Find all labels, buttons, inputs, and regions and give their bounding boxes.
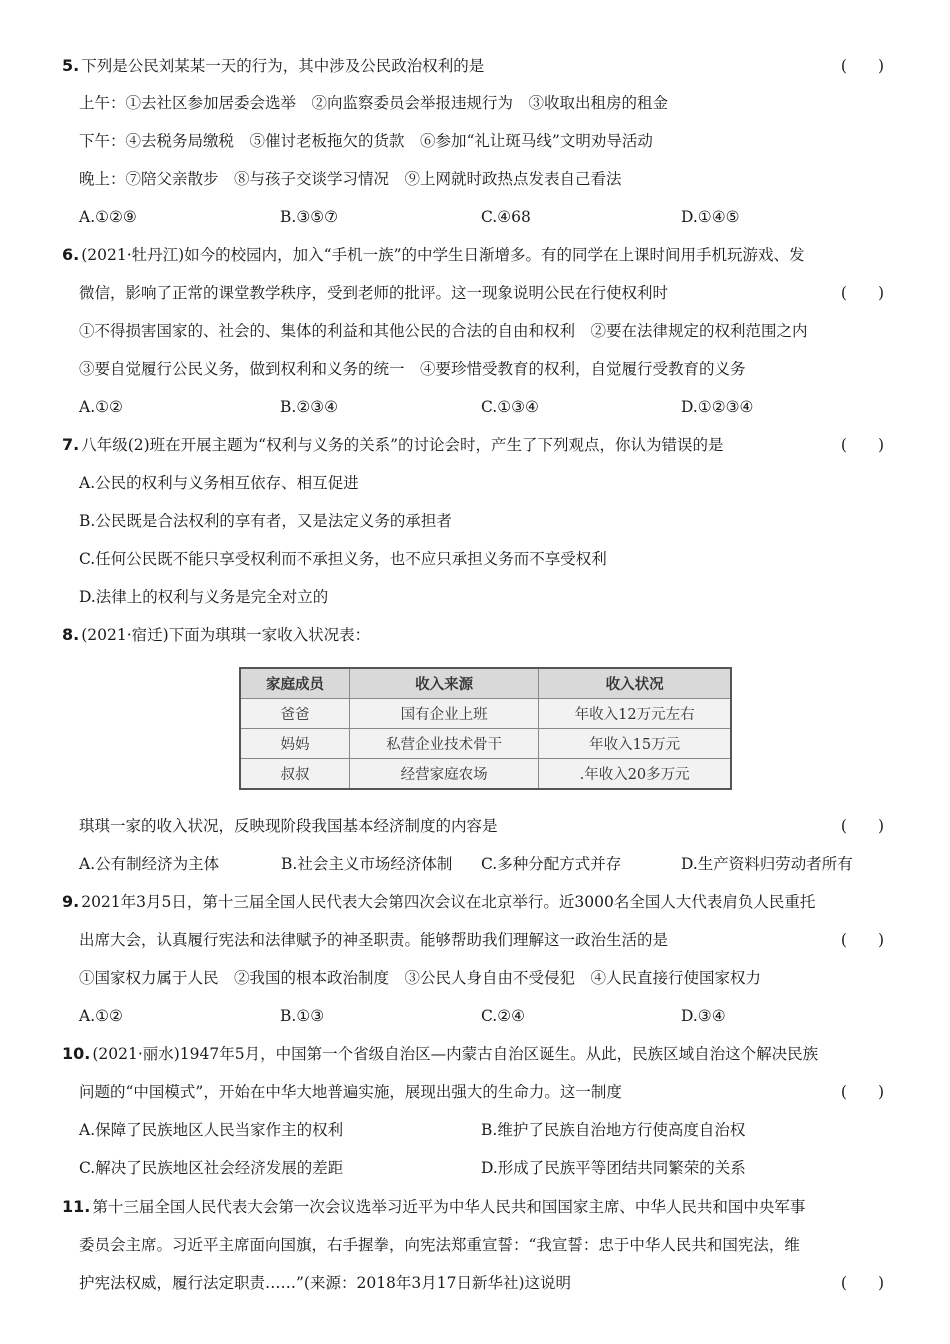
- cell-member: 妈妈: [240, 729, 350, 759]
- cell-member: 叔叔: [240, 759, 350, 790]
- q8-option-d: D.生产资料归劳动者所有: [681, 855, 853, 873]
- q5-number: 5.: [62, 56, 80, 75]
- q5-option-c: C.④68: [481, 208, 531, 226]
- cell-status: 年收入15万元: [539, 729, 731, 759]
- q6-option-c: C.①③④: [481, 398, 539, 416]
- table-row: [240, 729, 731, 759]
- q9-option-d: D.③④: [681, 1007, 726, 1025]
- q6-number: 6.: [62, 245, 80, 264]
- q7-option-b: B.公民既是合法权利的享有者，又是法定义务的承担者: [79, 512, 452, 530]
- q10-option-b: B.维护了民族自治地方行使高度自治权: [481, 1121, 746, 1139]
- table-row: [240, 699, 731, 729]
- q9-answer-paren: ( ): [840, 931, 884, 949]
- q8-option-a: A.公有制经济为主体: [79, 855, 220, 873]
- q7-option-d: D.法律上的权利与义务是完全对立的: [79, 588, 329, 606]
- q9-stem-line2: 出席大会，认真履行宪法和法律赋予的神圣职责。能够帮助我们理解这一政治生活的是: [79, 931, 669, 949]
- cell-source: 私营企业技术骨干: [350, 729, 539, 759]
- q6-option-d: D.①②③④: [681, 398, 754, 416]
- cell-member: 爸爸: [240, 699, 350, 729]
- income-table: [239, 667, 732, 790]
- q10-answer-paren: ( ): [840, 1083, 884, 1101]
- q11-stem-line2: 委员会主席。习近平主席面向国旗，右手握拳，向宪法郑重宣誓：“我宣誓：忠于中华人民共和国宪法，维: [79, 1236, 800, 1254]
- q10-option-c: C.解决了民族地区社会经济发展的差距: [79, 1159, 344, 1177]
- q9-option-c: C.②④: [481, 1007, 526, 1025]
- q10-stem-line2: 问题的“中国模式”，开始在中华大地普遍实施，展现出强大的生命力。这一制度: [79, 1083, 622, 1101]
- cell-source: 经营家庭农场: [350, 759, 539, 790]
- header-source: 收入来源: [350, 668, 539, 699]
- q6-stem-line2: 微信，影响了正常的课堂教学秩序，受到老师的批评。这一现象说明公民在行使权利时: [79, 284, 669, 302]
- q11-answer-paren: ( ): [840, 1274, 884, 1292]
- q10-stem-line1: 10. (2021·丽水)1947年5月，中国第一个省级自治区—内蒙古自治区诞生。从此，民族区域自治这个解决民族: [62, 1044, 819, 1063]
- q5-answer-paren: ( ): [840, 57, 884, 75]
- q6-statement-line2: ③要自觉履行公民义务，做到权利和义务的统一 ④要珍惜受教育的权利，自觉履行受教育的义务: [79, 360, 746, 378]
- q8-answer-paren: ( ): [840, 817, 884, 835]
- q9-option-a: A.①②: [79, 1007, 123, 1025]
- header-status: 收入状况: [539, 668, 731, 699]
- q7-option-c: C.任何公民既不能只享受权利而不承担义务，也不应只承担义务而不享受权利: [79, 550, 607, 568]
- q8-stem: 8. (2021·宿迁)下面为琪琪一家收入状况表：: [62, 625, 371, 644]
- q10-option-d: D.形成了民族平等团结共同繁荣的关系: [481, 1159, 746, 1177]
- q8-option-c: C.多种分配方式并存: [481, 855, 622, 873]
- income-table-header: [240, 668, 731, 699]
- q11-number: 11.: [62, 1197, 91, 1216]
- q8-question: 琪琪一家的收入状况，反映现阶段我国基本经济制度的内容是: [79, 817, 498, 835]
- q6-answer-paren: ( ): [840, 284, 884, 302]
- q5-line-afternoon: 下午：④去税务局缴税 ⑤催讨老板拖欠的货款 ⑥参加“礼让斑马线”文明劝导活动: [79, 132, 653, 150]
- q5-option-b: B.③⑤⑦: [280, 208, 339, 226]
- q6-option-a: A.①②: [79, 398, 123, 416]
- q7-number: 7.: [62, 435, 80, 454]
- q7-option-a: A.公民的权利与义务相互依存、相互促进: [79, 474, 359, 492]
- q7-stem: 7. 八年级(2)班在开展主题为“权利与义务的关系”的讨论会时，产生了下列观点，你认为错误的是: [62, 435, 724, 454]
- q5-line-evening: 晚上：⑦陪父亲散步 ⑧与孩子交谈学习情况 ⑨上网就时政热点发表自己看法: [79, 170, 622, 188]
- q9-stem-line1: 9. 2021年3月5日，第十三届全国人民代表大会第四次会议在北京举行。近3000名全国人大代表肩负人民重托: [62, 892, 816, 911]
- cell-status: 年收入12万元左右: [539, 699, 731, 729]
- q11-stem-line1: 11. 第十三届全国人民代表大会第一次会议选举习近平为中华人民共和国国家主席、中华人民共和国中央军事: [62, 1197, 806, 1216]
- q10-option-a: A.保障了民族地区人民当家作主的权利: [79, 1121, 344, 1139]
- table-row: [240, 759, 731, 790]
- q8-option-b: B.社会主义市场经济体制: [281, 855, 453, 873]
- header-member: 家庭成员: [240, 668, 350, 699]
- q11-stem-line3: 护宪法权威，履行法定职责……”(来源：2018年3月17日新华社)这说明: [79, 1274, 572, 1292]
- q5-option-a: A.①②⑨: [79, 208, 137, 226]
- q9-option-b: B.①③: [280, 1007, 325, 1025]
- q9-number: 9.: [62, 892, 80, 911]
- q5-option-d: D.①④⑤: [681, 208, 740, 226]
- cell-source: 国有企业上班: [350, 699, 539, 729]
- q6-option-b: B.②③④: [280, 398, 339, 416]
- cell-status: .年收入20多万元: [539, 759, 731, 790]
- q7-answer-paren: ( ): [840, 436, 884, 454]
- q10-number: 10.: [62, 1044, 91, 1063]
- q5-stem: 5. 下列是公民刘某某一天的行为，其中涉及公民政治权利的是: [62, 56, 485, 75]
- q5-line-morning: 上午：①去社区参加居委会选举 ②向监察委员会举报违规行为 ③收取出租房的租金: [79, 94, 669, 112]
- q6-statement-line1: ①不得损害国家的、社会的、集体的利益和其他公民的合法的自由和权利 ②要在法律规定的权利范围之内: [79, 322, 808, 340]
- q6-stem-line1: 6. (2021·牡丹江)如今的校园内，加入“手机一族”的中学生日渐增多。有的同学在上课时间用手机玩游戏、发: [62, 245, 805, 264]
- q9-statements: ①国家权力属于人民 ②我国的根本政治制度 ③公民人身自由不受侵犯 ④人民直接行使国家权力: [79, 969, 762, 987]
- q8-number: 8.: [62, 625, 80, 644]
